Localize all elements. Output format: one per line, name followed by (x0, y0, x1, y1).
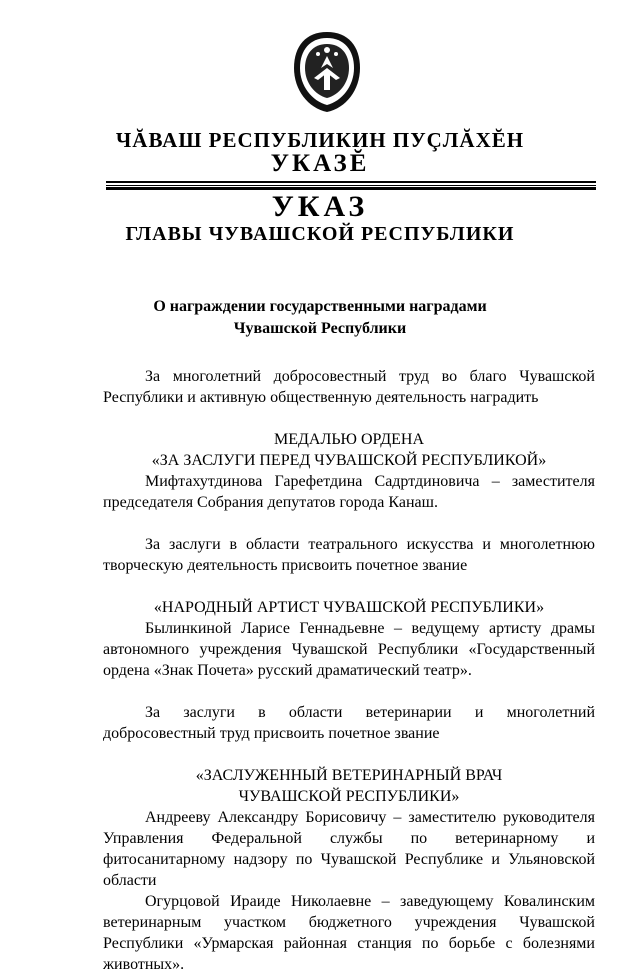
decree-body (103, 366, 595, 975)
subject-line: Чувашской Республики (233, 320, 407, 337)
section-intro: За многолетний добросовестный труд во благо Чувашской Республики и активную общественную деятельность наградить (103, 368, 595, 406)
ukaz-title: УКАЗ (271, 190, 369, 223)
ukaze-title: УКАЗĔ (270, 150, 370, 177)
honorary-title: ЧУВАШСКОЙ РЕСПУБЛИКИ» (238, 788, 460, 805)
subject-line: О награждении государственными наградами (153, 298, 487, 315)
section-intro: За заслуги в области театрального искусства и многолетнюю творческую деятельность присвоить почетное звание (103, 536, 595, 574)
chuvash-header-line: ЧĂВАШ РЕСПУБЛИКИН ПУÇЛĂХĔН (115, 128, 525, 152)
decree-subject (0, 296, 640, 340)
awardee-paragraph: Былинкиной Ларисе Геннадьевне – ведущему артисту драмы автономного учреждения Чувашской Республики «Государственный ордена «Знак Почета» русский драматический театр». (103, 620, 595, 679)
award-title: «ЗА ЗАСЛУГИ ПЕРЕД ЧУВАШСКОЙ РЕСПУБЛИКОЙ» (151, 452, 547, 469)
awardee-paragraph: Огурцовой Ираиде Николаевне – заведующему Ковалинским ветеринарным участком бюджетного учреждения Чувашской Республики «Урмарская районная станция по борьбе с болезнями животных». (103, 893, 595, 973)
head-title: ГЛАВЫ ЧУВАШСКОЙ РЕСПУБЛИКИ (125, 223, 515, 245)
honorary-title: «ЗАСЛУЖЕННЫЙ ВЕТЕРИНАРНЫЙ ВРАЧ (195, 767, 503, 784)
header-rule (106, 181, 596, 183)
header-rule (106, 185, 596, 186)
award-title: МЕДАЛЬЮ ОРДЕНА (274, 431, 424, 448)
chuvash-emblem-icon (290, 28, 364, 114)
section-intro: За заслуги в области ветеринарии и многолетний добросовестный труд присвоить почетное звание (103, 704, 595, 742)
honorary-title: «НАРОДНЫЙ АРТИСТ ЧУВАШСКОЙ РЕСПУБЛИКИ» (153, 599, 545, 616)
awardee-paragraph: Андрееву Александру Борисовичу – заместителю руководителя Управления Федеральной службы по ветеринарному и фитосанитарному надзору по Чувашской Республике и Ульяновской области (103, 809, 595, 889)
awardee-paragraph: Мифтахутдинова Гарефетдина Садртдиновича – заместителя председателя Собрания депутатов города Канаш. (103, 473, 595, 511)
